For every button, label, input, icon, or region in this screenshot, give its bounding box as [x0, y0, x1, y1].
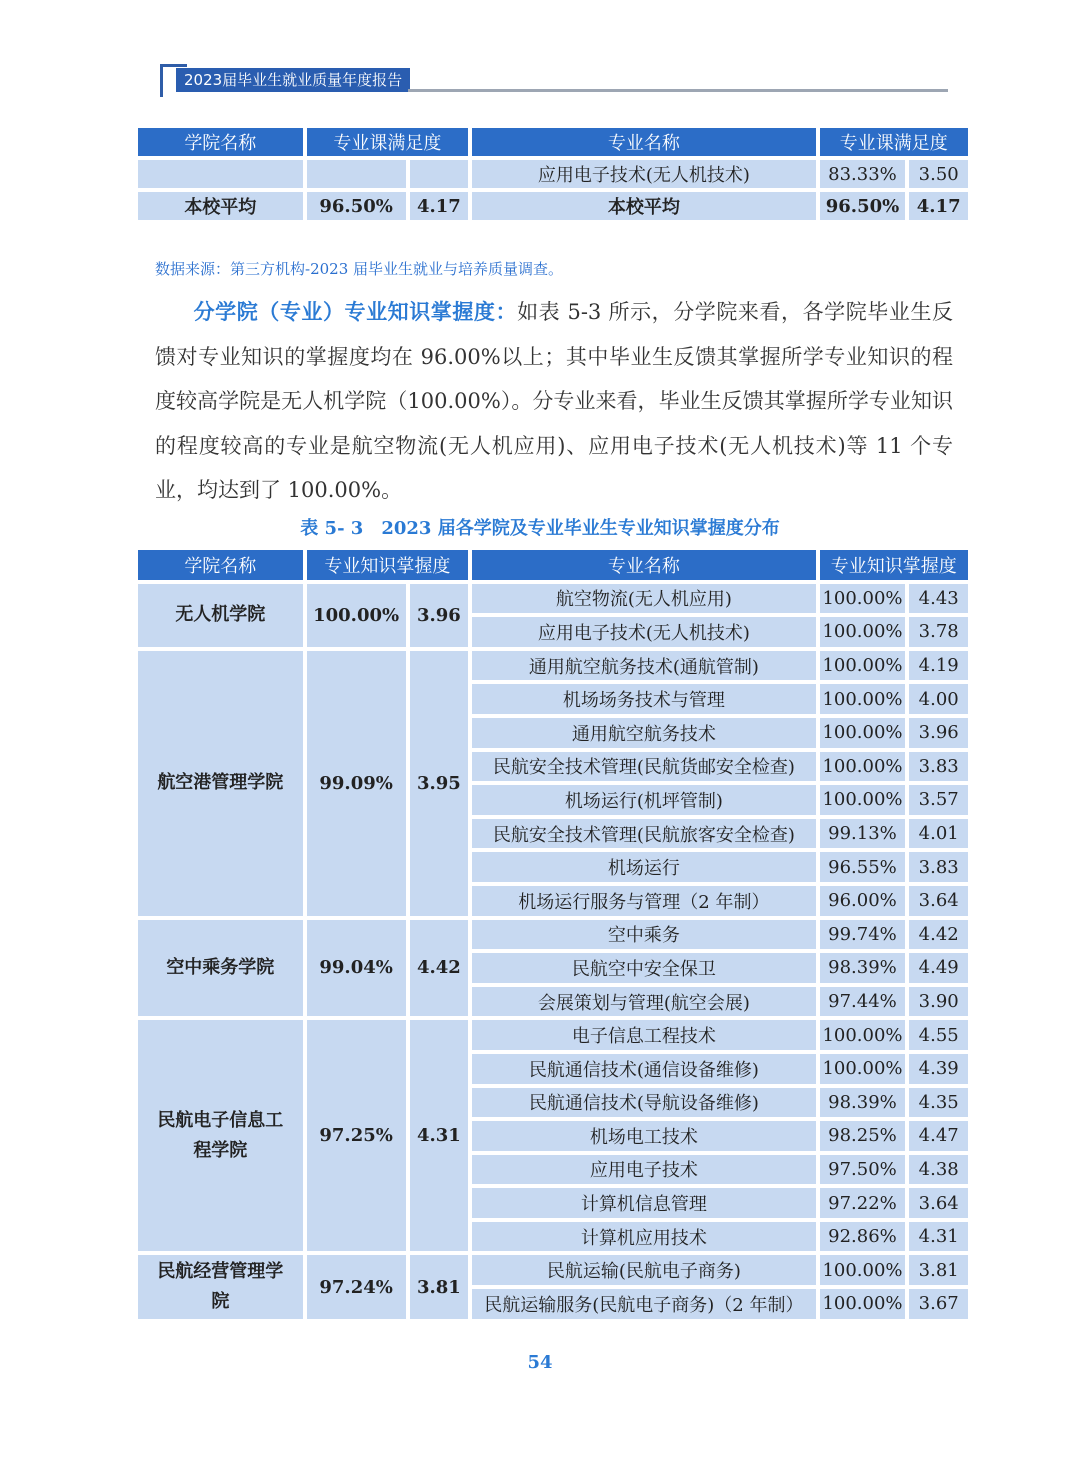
major-score: 4.47 [909, 1121, 968, 1151]
major-score: 3.50 [909, 160, 968, 188]
major-score: 4.35 [909, 1088, 968, 1118]
major-score: 4.01 [909, 819, 968, 849]
major-pct: 98.25% [820, 1121, 906, 1151]
major-name: 民航空中安全保卫 [472, 953, 815, 983]
empty-cell [138, 160, 303, 188]
major-name: 电子信息工程技术 [472, 1020, 815, 1050]
major-name: 计算机信息管理 [472, 1188, 815, 1218]
average-pct-major: 96.50% [820, 192, 906, 220]
major-score: 4.00 [909, 684, 968, 714]
major-pct: 100.00% [820, 584, 906, 614]
major-score: 3.78 [909, 617, 968, 647]
major-pct: 100.00% [820, 1289, 906, 1319]
major-name: 民航安全技术管理(民航旅客安全检查) [472, 819, 815, 849]
header-college-name: 学院名称 [138, 128, 303, 156]
major-name: 应用电子技术(无人机技术) [472, 160, 815, 188]
major-pct: 96.55% [820, 852, 906, 882]
major-score: 3.83 [909, 752, 968, 782]
major-score: 3.57 [909, 785, 968, 815]
satisfaction-table-continued [134, 124, 972, 224]
knowledge-mastery-table [134, 546, 972, 1323]
major-pct: 100.00% [820, 651, 906, 681]
major-pct: 97.22% [820, 1188, 906, 1218]
major-score: 3.64 [909, 886, 968, 916]
major-pct: 100.00% [820, 684, 906, 714]
college-pct: 99.09% [307, 651, 406, 916]
college-score: 4.42 [410, 920, 469, 1017]
table-row [138, 920, 968, 950]
major-score: 4.38 [909, 1155, 968, 1185]
major-name: 通用航空航务技术 [472, 718, 815, 748]
header-major-satisfaction: 专业课满足度 [820, 128, 968, 156]
major-score: 3.90 [909, 987, 968, 1017]
major-name: 民航通信技术(通信设备维修) [472, 1054, 815, 1084]
data-source-note: 数据来源：第三方机构-2023 届毕业生就业与培养质量调查。 [155, 260, 564, 278]
table-header-row [138, 550, 968, 580]
college-score: 3.95 [410, 651, 469, 916]
college-pct: 97.25% [307, 1020, 406, 1251]
body-paragraph [155, 290, 953, 513]
paragraph-text: 如表 5-3 所示，分学院来看，各学院毕业生反馈对专业知识的掌握度均在 96.00%以上；其中毕业生反馈其掌握所学专业知识的程度较高学院是无人机学院（100.00%）。分专业来看，毕业生反馈其掌握所学专业知识的程度较高的专业是航空物流(无人机应用)、应用电子技术(无人机技术)等 11 个专业，均达到了 100.00%。 [155, 300, 954, 502]
college-name: 民航电子信息工程学院 [138, 1020, 303, 1251]
major-score: 4.19 [909, 651, 968, 681]
major-name: 机场运行 [472, 852, 815, 882]
major-score: 4.39 [909, 1054, 968, 1084]
major-pct: 100.00% [820, 785, 906, 815]
page-number: 54 [527, 1352, 553, 1373]
college-name: 航空港管理学院 [138, 651, 303, 916]
major-pct: 98.39% [820, 953, 906, 983]
table-row [138, 584, 968, 614]
empty-cell [307, 160, 406, 188]
header-college-name: 学院名称 [138, 550, 303, 580]
major-name: 民航运输(民航电子商务) [472, 1255, 815, 1285]
major-pct: 100.00% [820, 1020, 906, 1050]
table-body [138, 584, 968, 1319]
major-name: 通用航空航务技术(通航管制) [472, 651, 815, 681]
major-pct: 98.39% [820, 1088, 906, 1118]
major-name: 民航安全技术管理(民航货邮安全检查) [472, 752, 815, 782]
average-pct: 96.50% [307, 192, 406, 220]
major-name: 机场电工技术 [472, 1121, 815, 1151]
major-name: 民航通信技术(导航设备维修) [472, 1088, 815, 1118]
major-pct: 99.13% [820, 819, 906, 849]
major-name: 航空物流(无人机应用) [472, 584, 815, 614]
college-score: 3.96 [410, 584, 469, 647]
empty-cell [410, 160, 469, 188]
average-label: 本校平均 [138, 192, 303, 220]
major-pct: 97.50% [820, 1155, 906, 1185]
major-name: 应用电子技术(无人机技术) [472, 617, 815, 647]
major-pct: 100.00% [820, 617, 906, 647]
major-pct: 92.86% [820, 1222, 906, 1252]
major-pct: 96.00% [820, 886, 906, 916]
major-pct: 83.33% [820, 160, 906, 188]
report-header [160, 64, 948, 96]
major-name: 空中乘务 [472, 920, 815, 950]
college-pct: 100.00% [307, 584, 406, 647]
college-name: 无人机学院 [138, 584, 303, 647]
table-row [138, 1020, 968, 1050]
average-score-major: 4.17 [909, 192, 968, 220]
college-score: 4.31 [410, 1020, 469, 1251]
table-row [138, 651, 968, 681]
major-score: 3.64 [909, 1188, 968, 1218]
header-college-satisfaction: 专业课满足度 [307, 128, 469, 156]
major-pct: 100.00% [820, 1255, 906, 1285]
average-score: 4.17 [410, 192, 469, 220]
header-major-name: 专业名称 [472, 550, 815, 580]
college-name: 民航经营管理学院 [138, 1255, 303, 1318]
college-score: 3.81 [410, 1255, 469, 1318]
header-major-mastery: 专业知识掌握度 [820, 550, 968, 580]
major-name: 会展策划与管理(航空会展) [472, 987, 815, 1017]
major-pct: 100.00% [820, 718, 906, 748]
table-header-row [138, 128, 968, 156]
header-college-mastery: 专业知识掌握度 [307, 550, 469, 580]
college-name: 空中乘务学院 [138, 920, 303, 1017]
paragraph-lead: 分学院（专业）专业知识掌握度： [193, 299, 518, 324]
major-name: 机场运行(机坪管制) [472, 785, 815, 815]
major-name: 机场运行服务与管理（2 年制） [472, 886, 815, 916]
table-caption: 表 5- 3 2023 届各学院及专业毕业生专业知识掌握度分布 [300, 518, 780, 539]
major-pct: 100.00% [820, 752, 906, 782]
major-score: 4.43 [909, 584, 968, 614]
major-name: 机场场务技术与管理 [472, 684, 815, 714]
major-score: 4.42 [909, 920, 968, 950]
average-label-major: 本校平均 [472, 192, 815, 220]
major-pct: 100.00% [820, 1054, 906, 1084]
major-pct: 99.74% [820, 920, 906, 950]
major-score: 4.49 [909, 953, 968, 983]
major-score: 3.83 [909, 852, 968, 882]
major-score: 3.67 [909, 1289, 968, 1319]
major-pct: 97.44% [820, 987, 906, 1017]
header-rule [408, 89, 948, 92]
college-pct: 97.24% [307, 1255, 406, 1318]
major-score: 3.81 [909, 1255, 968, 1285]
report-title-tab: 2023届毕业生就业质量年度报告 [176, 68, 410, 92]
major-score: 4.55 [909, 1020, 968, 1050]
college-pct: 99.04% [307, 920, 406, 1017]
table-row [138, 160, 968, 188]
table-row [138, 1255, 968, 1285]
major-name: 民航运输服务(民航电子商务)（2 年制） [472, 1289, 815, 1319]
major-score: 4.31 [909, 1222, 968, 1252]
school-average-row [138, 192, 968, 220]
major-name: 计算机应用技术 [472, 1222, 815, 1252]
major-score: 3.96 [909, 718, 968, 748]
major-name: 应用电子技术 [472, 1155, 815, 1185]
header-major-name: 专业名称 [472, 128, 815, 156]
